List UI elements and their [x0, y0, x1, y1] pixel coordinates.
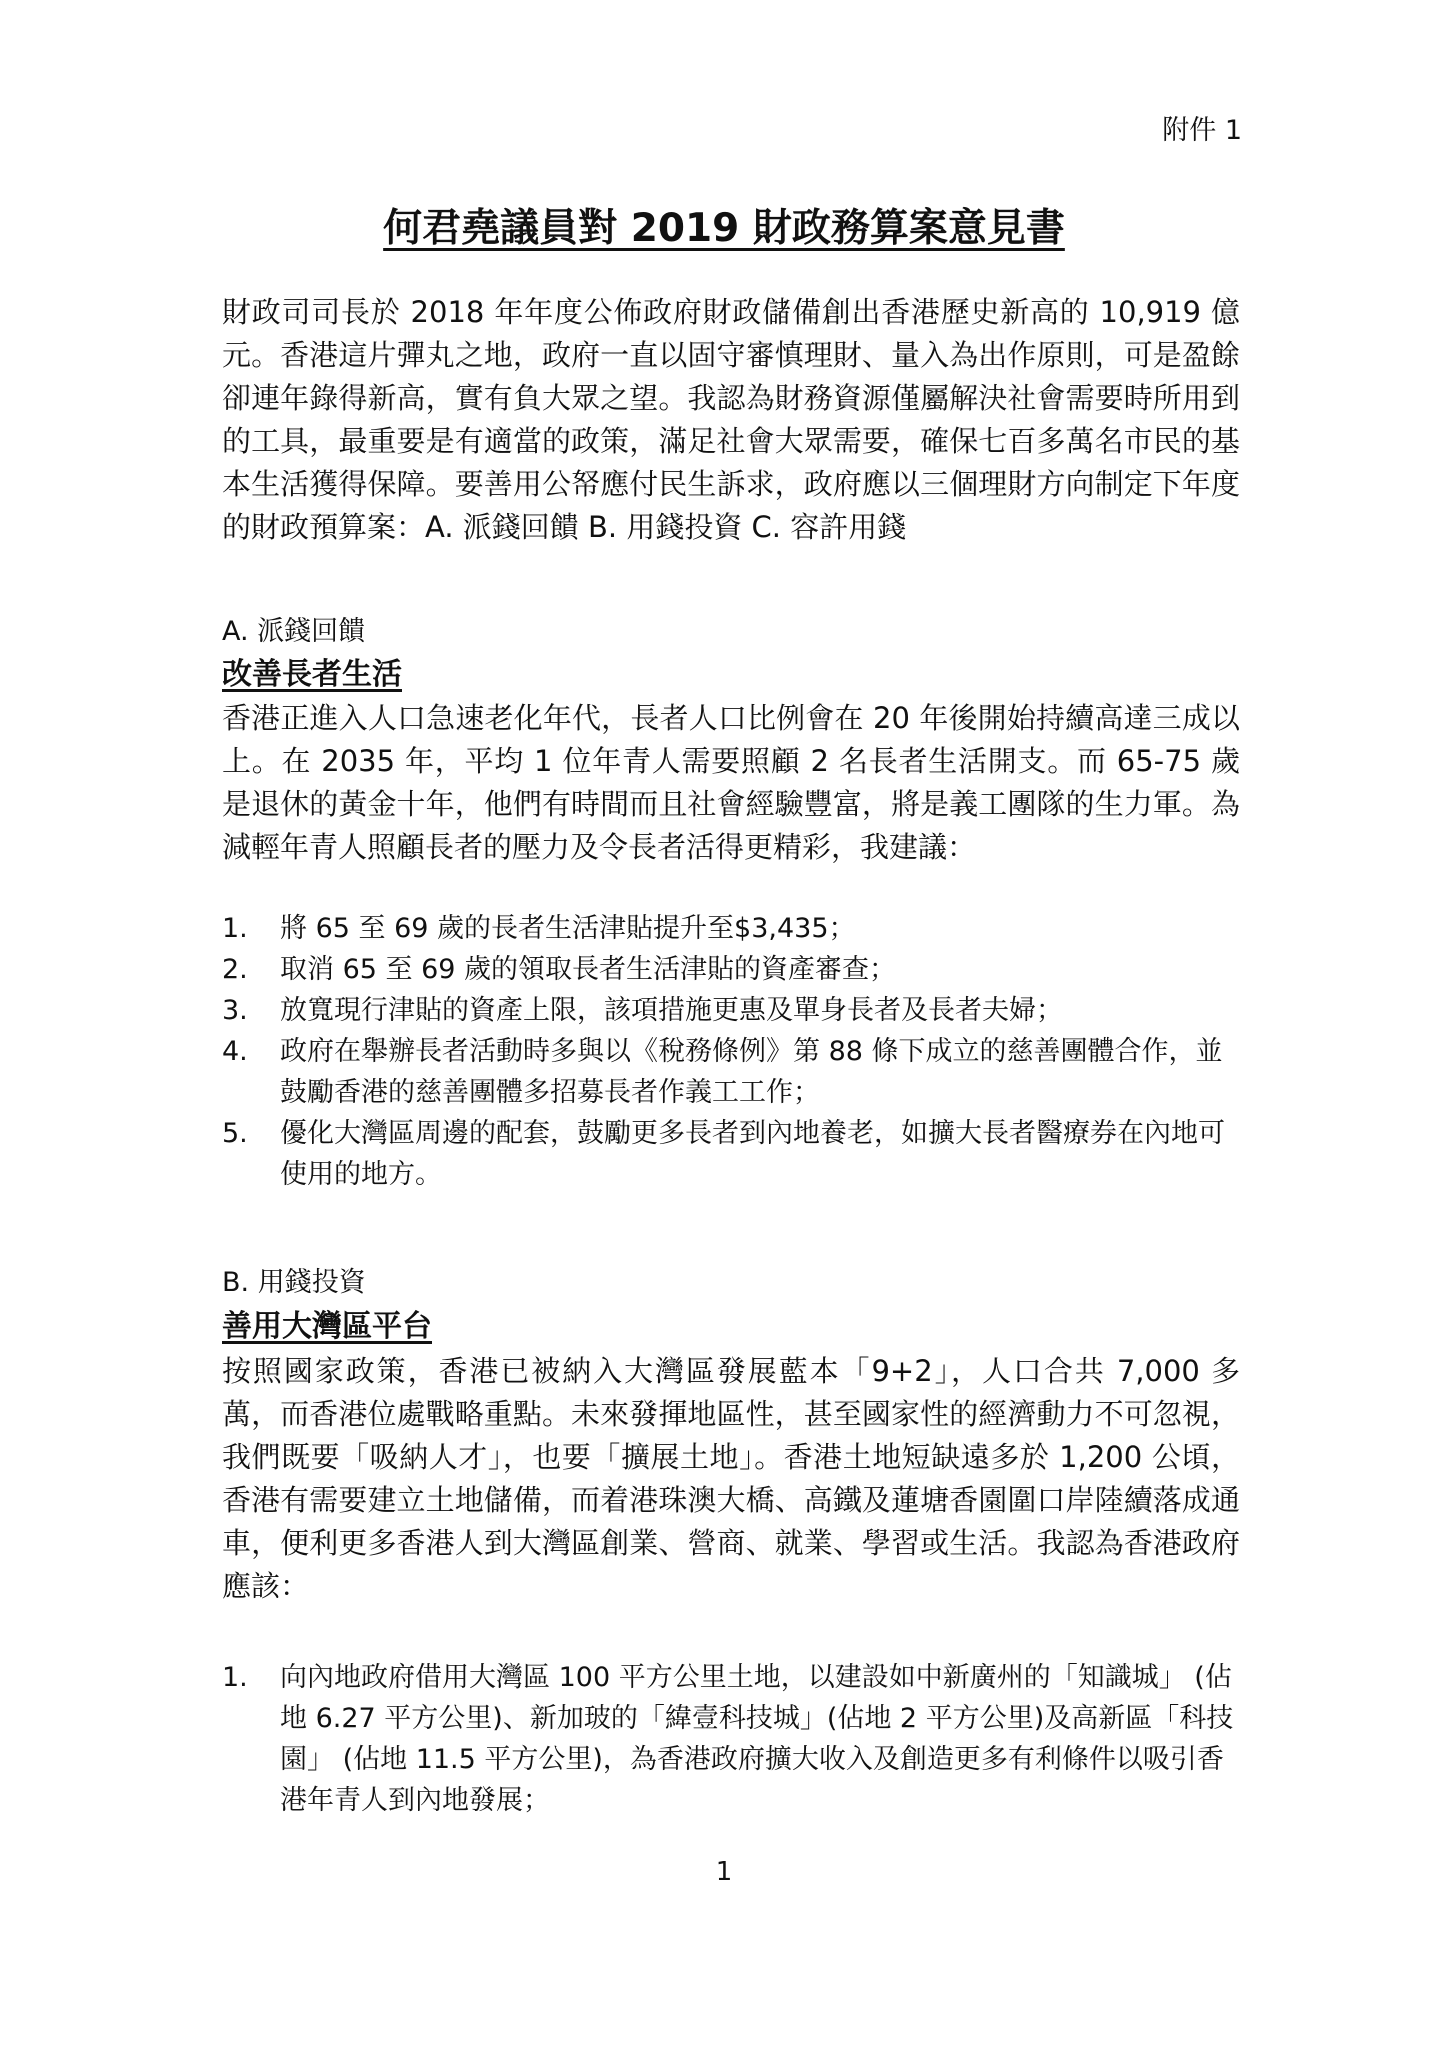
page-number: 1	[715, 1857, 733, 1887]
section-b-list	[222, 1657, 1240, 1821]
intro-paragraph: 財政司司長於 2018 年年度公佈政府財政儲備創出香港歷史新高的 10,919 億元。香港這片彈丸之地，政府一直以固守審慎理財、量入為出作原則，可是盈餘卻連年錄得新高，實有負大眾之望。我認為財務資源僅屬解決社會需要時所用到的工具，最重要是有適當的政策，滿足社會大眾需要，確保七百多萬名市民的基本生活獲得保障。要善用公帑應付民生訴求，政府應以三個理財方向制定下年度的財政預算案：A. 派錢回饋 B. 用錢投資 C. 容許用錢	[222, 295, 1240, 544]
section-a-heading: 改善長者生活	[222, 657, 402, 692]
list-item-number: 1.	[222, 913, 248, 944]
list-item	[222, 1031, 1240, 1113]
section-b-label: B. 用錢投資	[222, 1267, 366, 1298]
list-item	[222, 949, 1240, 990]
document-title: 何君堯議員對 2019 財政務算案意見書	[383, 206, 1065, 251]
list-item	[222, 990, 1240, 1031]
list-item-number: 2.	[222, 954, 248, 985]
list-item-text: 優化大灣區周邊的配套，鼓勵更多長者到內地養老，如擴大長者醫療券在內地可使用的地方。	[280, 1118, 1225, 1190]
section-a-paragraph: 香港正進入人口急速老化年代，長者人口比例會在 20 年後開始持續高達三成以上。在 2035 年，平均 1 位年青人需要照顧 2 名長者生活開支。而 65-75 歲是退休的黃金十年，他們有時間而且社會經驗豐富，將是義工團隊的生力軍。為減輕年青人照顧長者的壓力及令長者活得更精彩，我建議：	[222, 701, 1240, 864]
annex-label: 附件 1	[1162, 115, 1242, 146]
list-item	[222, 908, 1240, 949]
section-a-label: A. 派錢回饋	[222, 616, 366, 647]
list-item-text: 放寬現行津貼的資產上限，該項措施更惠及單身長者及長者夫婦；	[280, 995, 1063, 1026]
section-b-paragraph: 按照國家政策，香港已被納入大灣區發展藍本「9+2」，人口合共 7,000 多萬，而香港位處戰略重點。未來發揮地區性，甚至國家性的經濟動力不可忽視，我們既要「吸納人才」，也要「擴展土地」。香港土地短缺遠多於 1,200 公頃，香港有需要建立土地儲備，而着港珠澳大橋、高鐵及蓮塘香園圍口岸陸續落成通車，便利更多香港人到大灣區創業、營商、就業、學習或生活。我認為香港政府應該：	[222, 1354, 1240, 1603]
list-item-number: 3.	[222, 995, 248, 1026]
list-item-text: 取消 65 至 69 歲的領取長者生活津貼的資產審查；	[280, 954, 897, 985]
list-item-text: 向內地政府借用大灣區 100 平方公里土地，以建設如中新廣州的「知識城」 (佔地 6.27 平方公里)、新加玻的「緯壹科技城」(佔地 2 平方公里)及高新區「科技園」 (佔地 11.5 平方公里)，為香港政府擴大收入及創造更多有利條件以吸引香港年青人到內地發展；	[280, 1662, 1234, 1816]
list-item	[222, 1657, 1240, 1821]
section-b-heading: 善用大灣區平台	[222, 1309, 432, 1344]
list-item-text: 將 65 至 69 歲的長者生活津貼提升至$3,435；	[280, 913, 856, 944]
list-item-number: 5.	[222, 1118, 248, 1149]
list-item-text: 政府在舉辦長者活動時多與以《稅務條例》第 88 條下成立的慈善團體合作，並鼓勵香港的慈善團體多招募長者作義工工作；	[280, 1036, 1223, 1108]
list-item	[222, 1113, 1240, 1195]
list-item-number: 1.	[222, 1662, 248, 1693]
list-item-number: 4.	[222, 1036, 248, 1067]
section-a-list	[222, 908, 1240, 1195]
